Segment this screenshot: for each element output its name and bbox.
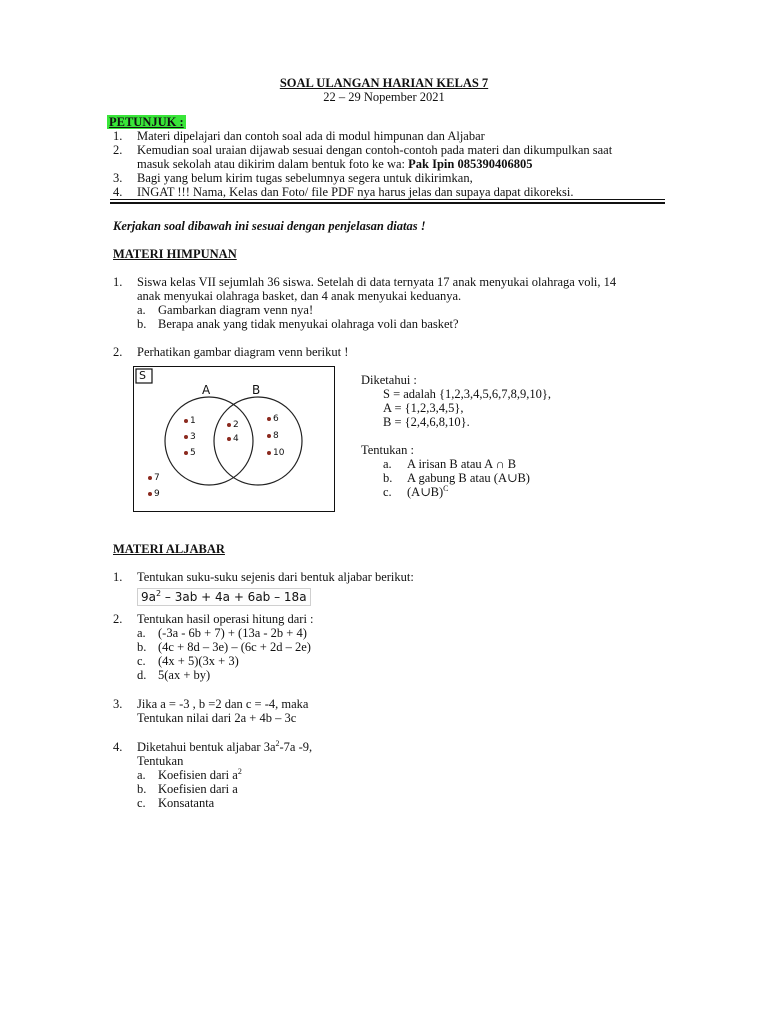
element-label: 6 — [273, 414, 279, 424]
element-dot — [267, 451, 271, 455]
element-dot — [184, 419, 188, 423]
question-line: Tentukan nilai dari 2a + 4b – 3c — [137, 711, 297, 725]
petunjuk-item: 2. Kemudian soal uraian dijawab sesuai dengan contoh-contoh pada materi dan dikumpulkan saat — [113, 143, 613, 157]
set-a-label: A — [202, 383, 211, 397]
petunjuk-item: 1. Materi dipelajari dan contoh soal ada di modul himpunan dan Aljabar — [113, 129, 485, 143]
element-label: 7 — [154, 473, 160, 483]
element-label: 5 — [190, 448, 196, 458]
element-dot — [184, 451, 188, 455]
question-himpunan-1: 1. Siswa kelas VII sejumlah 36 siswa. Setelah di data ternyata 17 anak menyukai olahraga voli, 14 — [113, 275, 617, 289]
element-label: 10 — [273, 448, 285, 458]
set-b-definition: B = {2,4,6,8,10}. — [383, 415, 470, 429]
divider-line — [110, 202, 665, 204]
question-aljabar-1: 1. Tentukan suku-suku sejenis dari bentuk aljabar berikut: — [113, 570, 414, 584]
set-a-circle — [165, 397, 253, 485]
instruction-text: Kerjakan soal dibawah ini sesuai dengan penjelasan diatas ! — [113, 219, 426, 233]
sub-question: d. 5(ax + by) — [137, 668, 211, 682]
question-aljabar-4: 4. Diketahui bentuk aljabar $3a^2-7a$ -9, — [113, 739, 313, 754]
sub-question: c. Konsatanta — [137, 796, 215, 810]
question-aljabar-3: 3. Jika a = -3 , b =2 dan c = -4, maka — [113, 697, 309, 711]
element-dot — [267, 434, 271, 438]
petunjuk-item: 3. Bagi yang belum kirim tugas sebelumnya segera untuk dikirimkan, — [113, 171, 473, 185]
sub-question: c. (A∪B)$^C$ — [383, 484, 449, 499]
element-dot — [148, 476, 152, 480]
sub-question: b. A gabung B atau (A∪B) — [383, 471, 530, 485]
question-line: Tentukan — [137, 754, 184, 768]
element-dot — [267, 417, 271, 421]
element-label: 3 — [190, 432, 196, 442]
sub-question: b. Berapa anak yang tidak menyukai olahraga voli dan basket? — [137, 317, 459, 331]
sub-question: a. (-3a - 6b + 7) + (13a - 2b + 4) — [137, 626, 307, 640]
sub-question: b. Koefisien dari a — [137, 782, 238, 796]
sub-question: a. Gambarkan diagram venn nya! — [137, 303, 314, 317]
tentukan-label: Tentukan : — [361, 443, 414, 457]
element-dot — [184, 435, 188, 439]
sub-question: a. Koefisien dari $a^2$ — [137, 767, 242, 782]
petunjuk-item-cont: masuk sekolah atau dikirim dalam bentuk foto ke wa: Pak Ipin 085390406805 — [137, 157, 533, 171]
element-label: 4 — [233, 434, 239, 444]
petunjuk-item: 4. INGAT !!! Nama, Kelas dan Foto/ file PDF nya harus jelas dan supaya dapat dikoreksi. — [113, 185, 574, 199]
sub-question: c. (4x + 5)(3x + 3) — [137, 654, 239, 668]
document-title: SOAL ULANGAN HARIAN KELAS 7 — [279, 76, 489, 90]
element-label: 9 — [154, 489, 160, 499]
element-label: 8 — [273, 431, 279, 441]
sub-question: a. A irisan B atau A ∩ B — [383, 457, 517, 471]
universe-label: S — [139, 369, 146, 382]
divider-line — [110, 199, 665, 200]
diketahui-label: Diketahui : — [361, 373, 417, 387]
set-a-definition: A = {1,2,3,4,5}, — [383, 401, 464, 415]
section-heading-aljabar: MATERI ALJABAR — [113, 542, 225, 556]
question-line: anak menyukai olahraga basket, dan 4 anak menyukai keduanya. — [137, 289, 462, 303]
section-heading-himpunan: MATERI HIMPUNAN — [113, 247, 237, 261]
element-label: 2 — [233, 420, 239, 430]
document-date: 22 – 29 Nopember 2021 — [323, 90, 445, 104]
question-himpunan-2: 2. Perhatikan gambar diagram venn berikut ! — [113, 345, 349, 359]
set-b-label: B — [252, 383, 261, 397]
element-dot — [227, 423, 231, 427]
sub-question: b. (4c + 8d – 3e) – (6c + 2d – 2e) — [137, 640, 311, 654]
element-dot — [148, 492, 152, 496]
question-aljabar-2: 2. Tentukan hasil operasi hitung dari : — [113, 612, 314, 626]
element-dot — [227, 437, 231, 441]
petunjuk-label: PETUNJUK : — [109, 115, 184, 129]
set-b-circle — [214, 397, 302, 485]
venn-diagram — [133, 366, 335, 512]
contact-info: Pak Ipin 085390406805 — [408, 157, 533, 171]
set-s-definition: S = adalah {1,2,3,4,5,6,7,8,9,10}, — [383, 387, 551, 401]
algebra-expression: $9a^2 - 3ab + 4a + 6ab - 18a$ — [137, 588, 311, 606]
element-label: 1 — [190, 416, 196, 426]
